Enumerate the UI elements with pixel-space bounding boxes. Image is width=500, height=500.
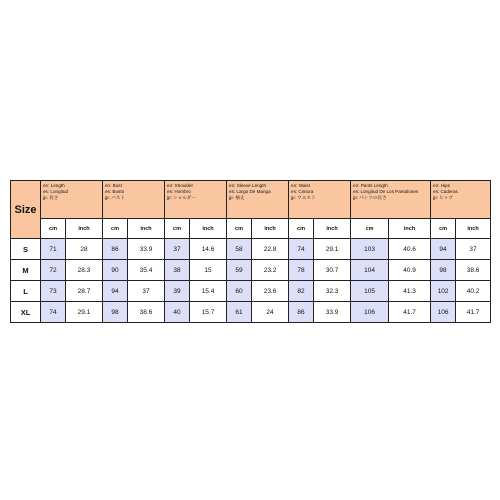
cell-shoulder-inch: 15.4 (190, 281, 227, 302)
group-label-jp: jp: 袖丈 (229, 195, 245, 200)
cell-pants-cm: 104 (351, 260, 389, 281)
unit-cm-header: cm (227, 219, 252, 239)
cell-length-inch: 29.1 (66, 302, 103, 323)
unit-inch-header: inch (456, 219, 491, 239)
unit-inch-header: inch (66, 219, 103, 239)
group-label-es: es: Busto (105, 189, 125, 194)
size-chart-table (10, 180, 491, 323)
size-column-header: Size (11, 181, 41, 239)
unit-cm-header: cm (41, 219, 66, 239)
unit-inch-header: inch (128, 219, 165, 239)
cell-waist-cm: 78 (289, 260, 314, 281)
cell-waist-cm: 74 (289, 239, 314, 260)
group-header-shoulder (165, 181, 227, 219)
cell-hips-cm: 102 (431, 281, 456, 302)
cell-hips-inch: 41.7 (456, 302, 491, 323)
cell-waist-inch: 30.7 (314, 260, 351, 281)
unit-cm-header: cm (351, 219, 389, 239)
cell-shoulder-cm: 40 (165, 302, 190, 323)
table-row-l (11, 281, 491, 302)
size-label: L (11, 281, 41, 302)
group-label-es: es: Hombro (167, 189, 191, 194)
size-label: S (11, 239, 41, 260)
cell-sleeve-inch: 24 (252, 302, 289, 323)
group-header-waist (289, 181, 351, 219)
cell-hips-cm: 98 (431, 260, 456, 281)
cell-hips-cm: 94 (431, 239, 456, 260)
cell-bust-cm: 94 (103, 281, 128, 302)
cell-waist-inch: 29.1 (314, 239, 351, 260)
cell-pants-inch: 41.7 (389, 302, 431, 323)
cell-pants-cm: 106 (351, 302, 389, 323)
cell-waist-cm: 82 (289, 281, 314, 302)
unit-cm-header: cm (165, 219, 190, 239)
size-label: XL (11, 302, 41, 323)
cell-shoulder-cm: 39 (165, 281, 190, 302)
cell-hips-inch: 40.2 (456, 281, 491, 302)
cell-pants-cm: 105 (351, 281, 389, 302)
cell-length-inch: 28.7 (66, 281, 103, 302)
cell-sleeve-cm: 61 (227, 302, 252, 323)
group-label-jp: jp: バスト (105, 195, 125, 200)
cell-length-cm: 71 (41, 239, 66, 260)
cell-shoulder-inch: 15 (190, 260, 227, 281)
unit-cm-header: cm (431, 219, 456, 239)
table-row-m (11, 260, 491, 281)
group-header-pants-length (351, 181, 431, 219)
group-label-en: en: Hips (433, 183, 450, 188)
group-label-jp: jp: パンツの長さ (353, 195, 387, 200)
cell-length-inch: 28 (66, 239, 103, 260)
group-label-en: en: Sleeve Length (229, 183, 267, 188)
cell-shoulder-inch: 15.7 (190, 302, 227, 323)
cell-hips-inch: 37 (456, 239, 491, 260)
cell-length-cm: 73 (41, 281, 66, 302)
cell-pants-inch: 40.9 (389, 260, 431, 281)
cell-sleeve-inch: 23.2 (252, 260, 289, 281)
cell-hips-inch: 38.6 (456, 260, 491, 281)
cell-waist-cm: 86 (289, 302, 314, 323)
group-header-sleeve-length (227, 181, 289, 219)
group-label-es: es: Longitud (43, 189, 69, 194)
cell-length-cm: 72 (41, 260, 66, 281)
group-label-jp: jp: 長さ (43, 195, 59, 200)
cell-length-cm: 74 (41, 302, 66, 323)
group-label-es: es: Largo De Manga (229, 189, 271, 194)
cell-shoulder-cm: 38 (165, 260, 190, 281)
size-label: M (11, 260, 41, 281)
group-label-jp: jp: ショルダー (167, 195, 196, 200)
cell-bust-inch: 33.9 (128, 239, 165, 260)
cell-sleeve-inch: 22.8 (252, 239, 289, 260)
cell-sleeve-cm: 59 (227, 260, 252, 281)
group-label-en: en: Length (43, 183, 65, 188)
cell-bust-cm: 90 (103, 260, 128, 281)
cell-bust-inch: 37 (128, 281, 165, 302)
group-label-en: en: Shoulder (167, 183, 194, 188)
cell-bust-cm: 86 (103, 239, 128, 260)
unit-inch-header: inch (314, 219, 351, 239)
cell-bust-inch: 35.4 (128, 260, 165, 281)
group-label-jp: jp: ヒップ (433, 195, 453, 200)
cell-sleeve-cm: 58 (227, 239, 252, 260)
unit-inch-header: inch (252, 219, 289, 239)
cell-bust-inch: 38.6 (128, 302, 165, 323)
cell-pants-cm: 103 (351, 239, 389, 260)
cell-sleeve-inch: 23.6 (252, 281, 289, 302)
group-label-en: en: Waist (291, 183, 311, 188)
unit-header-row (11, 219, 491, 239)
cell-sleeve-cm: 60 (227, 281, 252, 302)
cell-shoulder-cm: 37 (165, 239, 190, 260)
group-label-jp: jp: ウエスト (291, 195, 316, 200)
cell-pants-inch: 40.6 (389, 239, 431, 260)
cell-shoulder-inch: 14.6 (190, 239, 227, 260)
cell-bust-cm: 98 (103, 302, 128, 323)
group-label-es: es: Cintura (291, 189, 314, 194)
group-label-es: es: Caderas (433, 189, 458, 194)
unit-cm-header: cm (289, 219, 314, 239)
group-header-bust (103, 181, 165, 219)
cell-hips-cm: 106 (431, 302, 456, 323)
group-label-en: en: Pants Length (353, 183, 388, 188)
group-header-length (41, 181, 103, 219)
unit-cm-header: cm (103, 219, 128, 239)
cell-pants-inch: 41.3 (389, 281, 431, 302)
group-header-hips (431, 181, 491, 219)
cell-waist-inch: 32.3 (314, 281, 351, 302)
cell-length-inch: 28.3 (66, 260, 103, 281)
cell-waist-inch: 33.9 (314, 302, 351, 323)
group-label-es: es: Longitud De Los Pantalones (353, 189, 419, 194)
group-label-en: en: Bust (105, 183, 122, 188)
table-header-row (11, 181, 491, 219)
table-row-s (11, 239, 491, 260)
unit-inch-header: inch (190, 219, 227, 239)
table-row-xl (11, 302, 491, 323)
unit-inch-header: inch (389, 219, 431, 239)
